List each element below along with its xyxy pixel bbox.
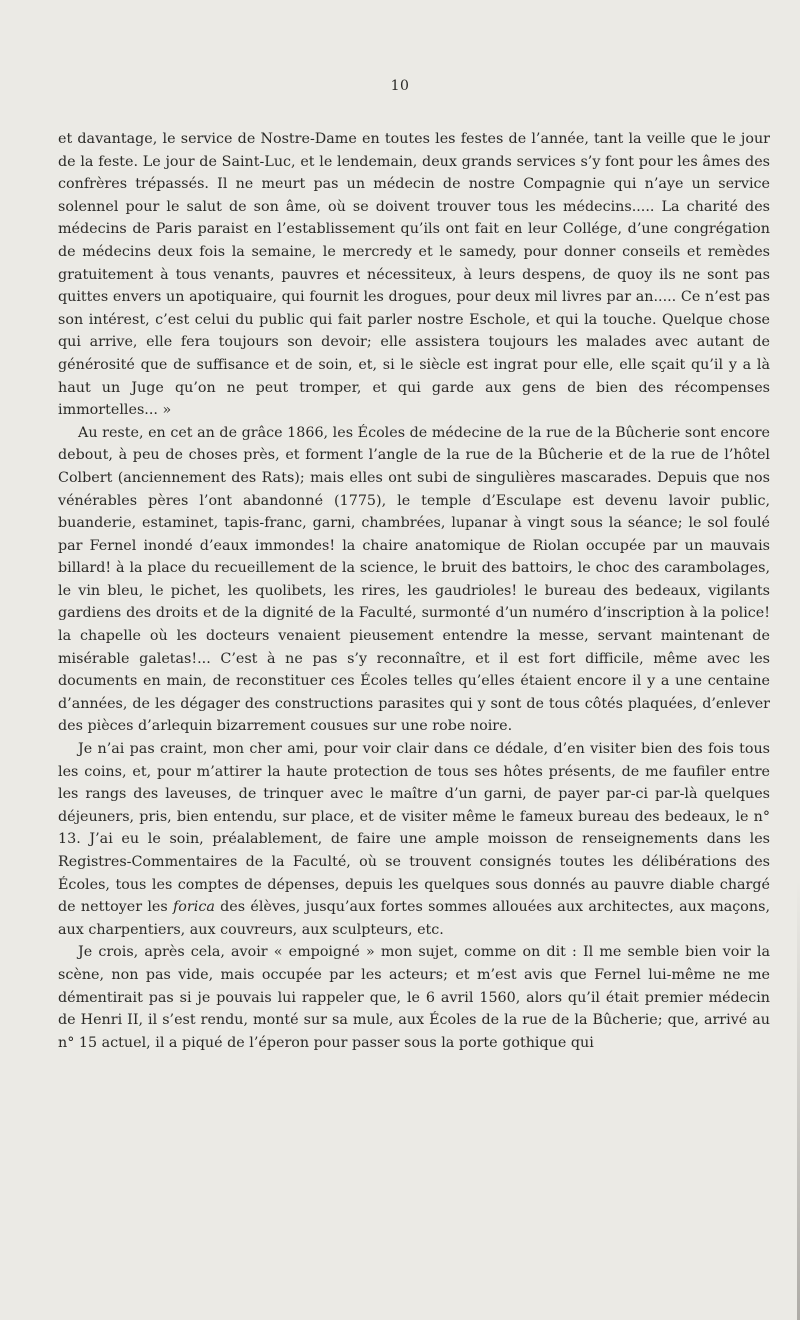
paragraph-3-text: Je n’ai pas craint, mon cher ami, pour voir clair dans ce dédale, d’en visiter bien des fois tous les coins, et, pour m’attirer la haute protection de tous ses hôtes présents, de me faufiler entre les rangs des laveuses, de trinquer avec le maître d’un garni, de payer par-ci par-là quelques déjeuners, pris, bien entendu, sur place, et de visiter même le fameux bureau des bedeaux, le n° 13. J’ai eu le soin, préalablement, de faire une ample moisson de renseignements dans les Registres-Commentaires de la Faculté, où se trouvent consignés toutes les délibérations des Écoles, tous les comptes de dépenses, depuis les quelques sous donnés au pauvre diable chargé de nettoyer les: [58, 741, 770, 916]
paragraph-3-text-after: des élèves, jusqu’aux fortes sommes allouées aux architectes, aux maçons, aux charpentiers, aux couvreurs, aux sculpteurs, etc.: [58, 899, 771, 938]
paragraph-1: et davantage, le service de Nostre-Dame en toutes les festes de l’année, tant la veille que le jour de la feste. Le jour de Saint-Luc, et le lendemain, deux grands services s’y font pour les âmes des confrères trépassés. Il ne meurt pas un médecin de nostre Compagnie qui n’aye un service solennel pour le salut de son âme, où se doivent trouver tous les médecins..... La charité des médecins de Paris paraist en l’establissement qu’ils ont fait en leur Collége, d’une congrégation de médecins deux fois la semaine, le mercredy et le samedy, pour donner conseils et remèdes gratuitement à tous venants, pauvres et nécessiteux, à leurs despens, de quoy ils ne sont pas quittes envers un apotiquaire, qui fournit les drogues, pour deux mil livres par an..... Ce n’est pas son intérest, c’est celui du public qui fait parler nostre Eschole, et qui la touche. Quelque chose qui arrive, elle fera toujours son devoir; elle assistera toujours les malades avec autant de générosité que de suffisance et de soin, et, si le siècle est ingrat pour elle, elle sçait qu’il y a là haut un Juge qu’on ne peut tromper, et qui garde aux gens de bien des récompenses immortelles... »: [58, 131, 770, 419]
paragraph-3: [58, 738, 770, 941]
paragraph-2: Au reste, en cet an de grâce 1866, les Écoles de médecine de la rue de la Bûcherie sont encore debout, à peu de choses près, et forment l’angle de la rue de la Bûcherie et de la rue de l’hôtel Colbert (anciennement des Rats); mais elles ont subi de singulières mascarades. Depuis que nos vénérables pères l’ont abandonné (1775), le temple d’Esculape est devenu lavoir public, buanderie, estaminet, tapis-franc, garni, chambrées, lupanar à vingt sous la séance; le sol foulé par Fernel inondé d’eaux immondes! la chaire anatomique de Riolan occupée par un mauvais billard! à la place du recueillement de la science, le bruit des battoirs, le choc des carambolages, le vin bleu, le pichet, les quolibets, les rires, les gaudrioles! le bureau des bedeaux, vigilants gardiens des droits et de la dignité de la Faculté, surmonté d’un numéro d’inscription à la police! la chapelle où les docteurs venaient pieusement entendre la messe, servant maintenant de misérable galetas!... C’est à ne pas s’y reconnaître, et il est fort difficile, même avec les documents en main, de reconstituer ces Écoles telles qu’elles étaient encore il y a une centaine d’années, de les dégager des constructions parasites qui y sont de tous côtés plaquées, d’enlever des pièces d’arlequin bizarrement cousues sur une robe noire.: [58, 424, 770, 735]
body-text: [58, 128, 770, 1054]
page-number: 10: [390, 78, 410, 94]
italic-word: forica: [173, 899, 215, 916]
paragraph-4: Je crois, après cela, avoir « empoigné » mon sujet, comme on dit : Il me semble bien voir la scène, non pas vide, mais occupée par les acteurs; et m’est avis que Fernel lui-même ne me démentirait pas si je pouvais lui rappeler que, le 6 avril 1560, alors qu’il était premier médecin de Henri II, il s’est rendu, monté sur sa mule, aux Écoles de la rue de la Bûcherie; que, arrivé au n° 15 actuel, il a piqué de l’éperon pour passer sous la porte gothique qui: [58, 944, 770, 1051]
